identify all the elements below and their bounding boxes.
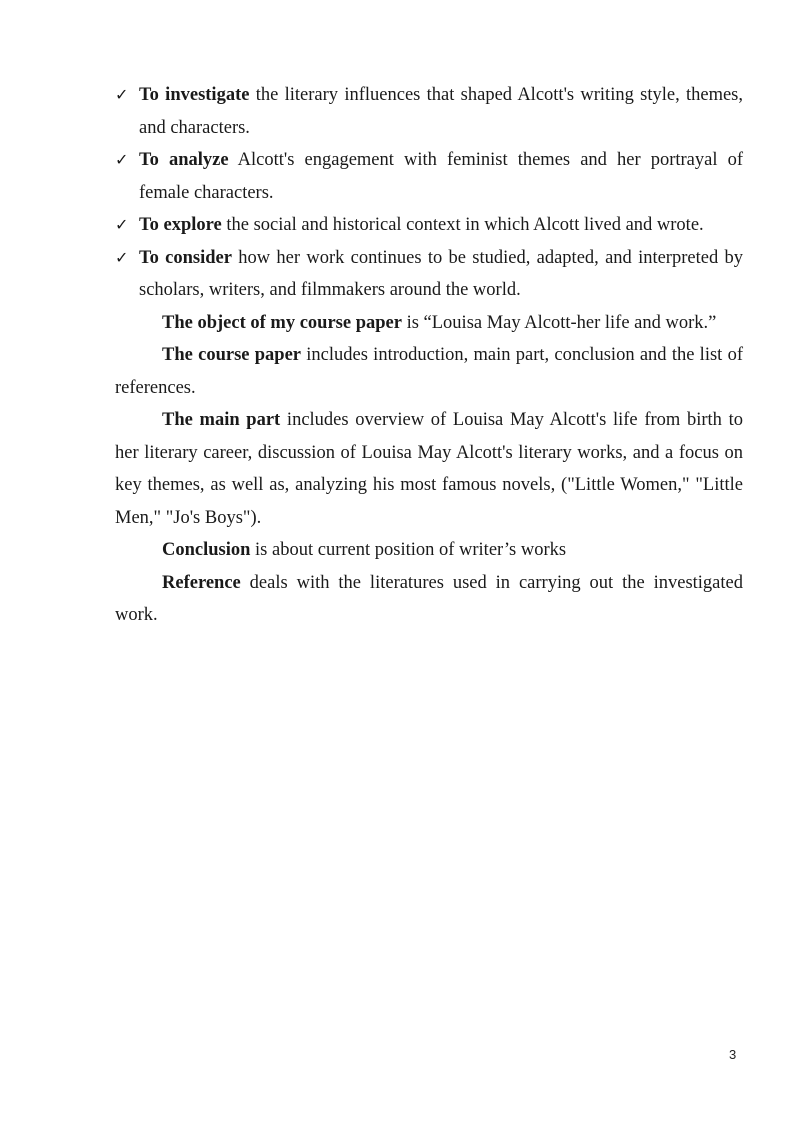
list-item [115, 242, 743, 307]
paragraph-text: is about current position of writer’s works [250, 540, 567, 560]
bullet-text: the social and historical context in which Alcott lived and wrote. [221, 215, 704, 235]
paragraph-lead: Conclusion [162, 540, 251, 560]
conclusion-paragraph [115, 534, 743, 567]
page-number: 3 [729, 1047, 737, 1062]
bullet-lead: To investigate [139, 85, 250, 105]
list-item [115, 79, 743, 144]
paragraph-text: includes introduction, main part, conclusion and the list of references. [115, 345, 743, 398]
bullet-lead: To consider [139, 247, 232, 268]
list-item [115, 209, 743, 242]
object-paragraph [115, 307, 743, 340]
list-item [115, 144, 743, 209]
objectives-list [115, 79, 743, 307]
bullet-text: Alcott's engagement with feminist themes and her portrayal of female characters. [139, 150, 743, 203]
paragraph-text: includes overview of Louisa May Alcott's life from birth to her literary career, discussion of Louisa May Alcott's literary works, and a focus on key themes, as well as, analyzing his most famous novels, ("Little Women," "Little Men," "Jo's Boys"). [115, 410, 744, 528]
main-part-paragraph [115, 404, 743, 534]
checkmark-icon: ✓ [115, 85, 129, 104]
paragraph-lead: The course paper [162, 345, 301, 365]
bullet-lead: To explore [139, 215, 222, 235]
bullet-text: how her work continues to be studied, adapted, and interpreted by scholars, writers, and filmmakers around the world. [139, 247, 743, 300]
paragraph-lead: Reference [162, 572, 241, 593]
checkmark-icon: ✓ [115, 215, 129, 234]
paragraph-lead: The main part [162, 410, 281, 430]
paragraph-text: is “Louisa May Alcott-her life and work.” [401, 312, 717, 333]
paragraph-lead: The object of my course paper [162, 312, 402, 333]
bullet-lead: To analyze [139, 150, 229, 170]
bullet-text: the literary influences that shaped Alcott's writing style, themes, and characters. [139, 85, 744, 138]
reference-paragraph [115, 567, 743, 632]
course-paper-paragraph [115, 339, 743, 404]
checkmark-icon: ✓ [115, 150, 129, 169]
page-body [115, 79, 743, 632]
checkmark-icon: ✓ [115, 247, 129, 267]
paragraph-text: deals with the literatures used in carrying out the investigated work. [115, 572, 743, 625]
